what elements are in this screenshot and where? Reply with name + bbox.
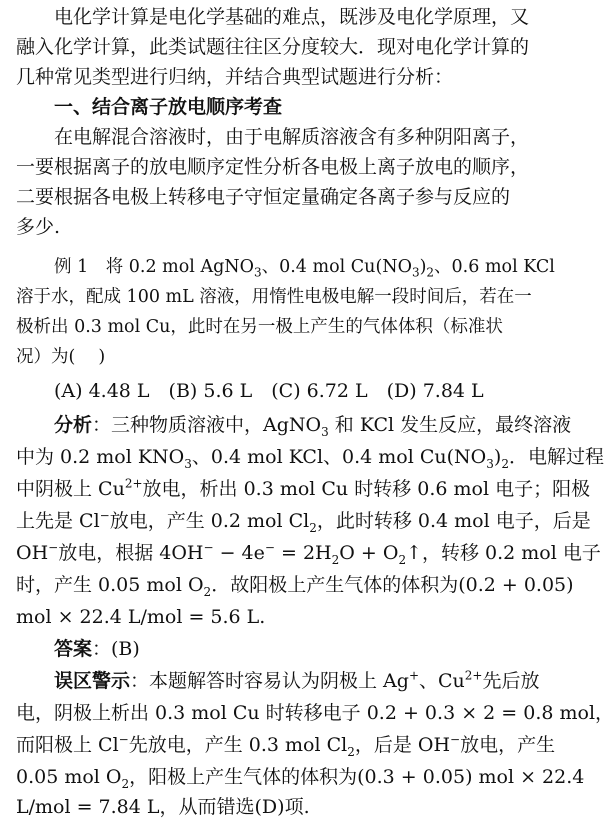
- answer-label: 答案: [54, 638, 93, 660]
- analysis-line-4: 上先是 Cl−放电，产生 0.2 mol $Cl_2$，此时转移 0.4 mol 电子，后是: [16, 508, 591, 535]
- section-heading: 一、结合离子放电顺序考查: [54, 96, 283, 118]
- analysis-label: 分析: [54, 414, 93, 436]
- example-line-3: 极析出 0.3 mol Cu，此时在另一极上产生的气体体积（标准状: [16, 317, 503, 337]
- analysis-line-7: mol × 22.4 L/mol = 5.6 L.: [16, 606, 266, 628]
- intro-line-3: 几种常见类型进行归纳，并结合典型试题进行分析：: [16, 66, 454, 88]
- warning-label: 误区警示: [54, 670, 131, 692]
- section-line-3: 二要根据各电极上转移电子守恒定量确定各离子参与反应的: [16, 186, 511, 208]
- analysis-line-5: OH−放电，根据 $4OH^- - 4e^- = 2H_2O$ + $O_2↑$，转移 0.2 mol 电子: [16, 540, 601, 567]
- example-line-2: 溶于水，配成 100 mL 溶液，用惰性电极电解一段时间后，若在一: [16, 287, 532, 307]
- warning-line-5: L/mol = 7.84 L，从而错选(D)项.: [16, 796, 310, 818]
- section-line-1: 在电解混合溶液时，由于电解质溶液含有多种阴阳离子，: [54, 126, 530, 148]
- section-line-2: 一要根据离子的放电顺序定性分析各电极上离子放电的顺序，: [16, 156, 530, 178]
- analysis-line-3: 中阴极上 $Cu^{2+}$放电，析出 0.3 mol Cu 时转移 0.6 mol 电子；阳极: [16, 476, 591, 500]
- answer-line: [16, 634, 578, 664]
- answer-value: ：(B): [92, 638, 140, 660]
- example-label: 例 1: [54, 257, 89, 277]
- section-line-4: 多少.: [16, 216, 61, 238]
- example-line-4: 况）为( ): [16, 347, 106, 367]
- warning-line-3: 而阳极上 Cl−先放电，产生 0.3 mol $Cl_2$，后是 OH−放电，产生: [16, 732, 556, 759]
- warning-line-2: 电，阴极上析出 0.3 mol Cu 时转移电子 0.2 + 0.3 × 2 = 0.8 mol，: [16, 702, 614, 724]
- warning-line-4: 0.05 mol $O_2$，阳极上产生气体的体积为(0.3 + 0.05) mol × 22.4: [16, 766, 585, 791]
- example-line-1: 例 1 将 0.2 mol AgNO$_3$、0.4 mol $Cu(NO_3)_2$、0.6 mol KCl: [54, 257, 555, 280]
- intro-line-2: 融入化学计算，此类试题往往区分度较大．现对电化学计算的: [16, 36, 530, 58]
- analysis-line-6: 时，产生 0.05 mol $O_2$．故阳极上产生气体的体积为(0.2 + 0.05): [16, 574, 574, 599]
- intro-line-1: 电化学计算是电化学基础的难点，既涉及电化学原理，又: [54, 6, 530, 28]
- warning-line-1: 误区警示：本题解答时容易认为阴极上 Ag+、$Cu^{2+}$先后放: [54, 668, 540, 692]
- example-options: (A) 4.48 L (B) 5.6 L (C) 6.72 L (D) 7.84 L: [54, 380, 484, 402]
- analysis-line-1: 分析：三种物质溶液中，AgNO$_3$ 和 KCl 发生反应，最终溶液: [54, 414, 572, 439]
- analysis-line-2: 中为 0.2 mol $KNO_3$、0.4 mol KCl、0.4 mol $Cu(NO_3)_2$．电解过程: [16, 446, 604, 471]
